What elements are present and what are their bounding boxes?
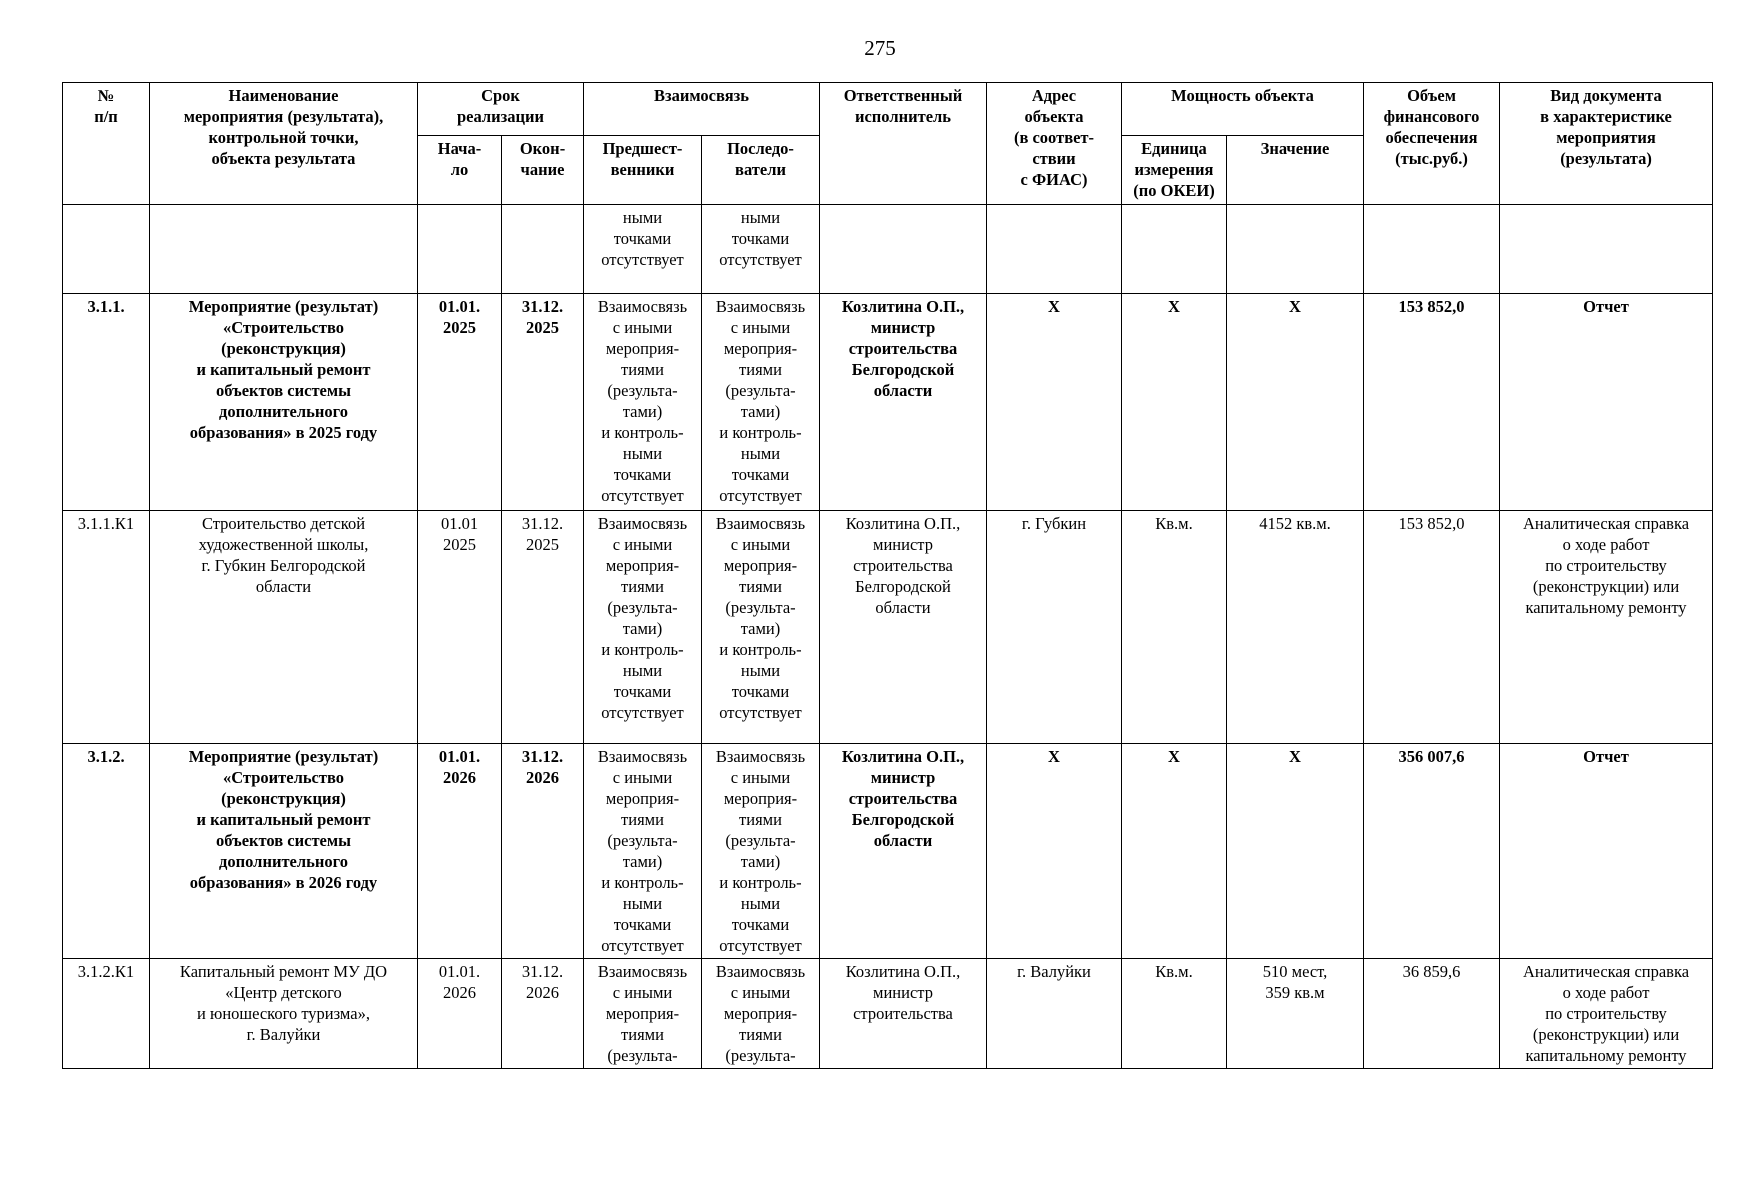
page-number: 275	[864, 36, 896, 60]
cell-num	[63, 205, 150, 294]
cell-responsible: Козлитина О.П., министр строительства Белгородской области	[820, 511, 987, 744]
cell-start: 01.01. 2026	[418, 959, 502, 1069]
results-table	[62, 82, 1713, 1069]
header-value: Значение	[1227, 136, 1364, 205]
cell-succ: Взаимосвязь с иными мероприя- тиями (результа- тами) и контроль- ными точками отсутствует	[702, 744, 820, 959]
table-row	[63, 511, 1713, 744]
header-capacity: Мощность объекта	[1122, 83, 1364, 136]
table-row	[63, 294, 1713, 511]
table-row	[63, 744, 1713, 959]
cell-start	[418, 205, 502, 294]
cell-pred: Взаимосвязь с иными мероприя- тиями (результа- тами) и контроль- ными точками отсутствует	[584, 294, 702, 511]
cell-value: 4152 кв.м.	[1227, 511, 1364, 744]
cell-address: г. Губкин	[987, 511, 1122, 744]
header-row-1	[63, 83, 1713, 136]
cell-pred: Взаимосвязь с иными мероприя- тиями (результа- тами) и контроль- ными точками отсутствует	[584, 511, 702, 744]
cell-succ: Взаимосвязь с иными мероприя- тиями (результа- тами) и контроль- ными точками отсутствует	[702, 294, 820, 511]
cell-value: 510 мест, 359 кв.м	[1227, 959, 1364, 1069]
header-finance: Объем финансового обеспечения (тыс.руб.)	[1364, 83, 1500, 205]
header-relation: Взаимосвязь	[584, 83, 820, 136]
cell-num: 3.1.2.	[63, 744, 150, 959]
cell-end	[502, 205, 584, 294]
header-unit: Единица измерения (по ОКЕИ)	[1122, 136, 1227, 205]
cell-unit: Кв.м.	[1122, 959, 1227, 1069]
cell-doc: Отчет	[1500, 744, 1713, 959]
cell-finance: 356 007,6	[1364, 744, 1500, 959]
cell-doc: Отчет	[1500, 294, 1713, 511]
cell-finance: 153 852,0	[1364, 294, 1500, 511]
table-row	[63, 959, 1713, 1069]
cell-unit: Х	[1122, 294, 1227, 511]
cell-name: Мероприятие (результат) «Строительство (реконструкция) и капитальный ремонт объектов системы дополнительного образования» в 2026 году	[150, 744, 418, 959]
header-responsible: Ответственный исполнитель	[820, 83, 987, 205]
header-pred: Предшест- венники	[584, 136, 702, 205]
cell-value: Х	[1227, 744, 1364, 959]
cell-responsible	[820, 205, 987, 294]
cell-end: 31.12. 2026	[502, 959, 584, 1069]
header-term: Срок реализации	[418, 83, 584, 136]
header-start: Нача- ло	[418, 136, 502, 205]
cell-name: Капитальный ремонт МУ ДО «Центр детского и юношеского туризма», г. Валуйки	[150, 959, 418, 1069]
cell-pred: Взаимосвязь с иными мероприя- тиями (результа-	[584, 959, 702, 1069]
header-address: Адрес объекта (в соответ- ствии с ФИАС)	[987, 83, 1122, 205]
cell-doc: Аналитическая справка о ходе работ по строительству (реконструкции) или капитальному ремонту	[1500, 511, 1713, 744]
cell-finance: 36 859,6	[1364, 959, 1500, 1069]
cell-succ: Взаимосвязь с иными мероприя- тиями (результа-	[702, 959, 820, 1069]
cell-address: Х	[987, 744, 1122, 959]
header-num: № п/п	[63, 83, 150, 205]
cell-finance	[1364, 205, 1500, 294]
cell-name	[150, 205, 418, 294]
header-doc: Вид документа в характеристике мероприятия (результата)	[1500, 83, 1713, 205]
header-name: Наименование мероприятия (результата), контрольной точки, объекта результата	[150, 83, 418, 205]
cell-end: 31.12. 2025	[502, 294, 584, 511]
cell-unit: Кв.м.	[1122, 511, 1227, 744]
cell-end: 31.12. 2025	[502, 511, 584, 744]
cell-doc: Аналитическая справка о ходе работ по строительству (реконструкции) или капитальному ремонту	[1500, 959, 1713, 1069]
cell-responsible: Козлитина О.П., министр строительства Белгородской области	[820, 294, 987, 511]
cell-succ: Взаимосвязь с иными мероприя- тиями (результа- тами) и контроль- ными точками отсутствует	[702, 511, 820, 744]
cell-name: Мероприятие (результат) «Строительство (реконструкция) и капитальный ремонт объектов системы дополнительного образования» в 2025 году	[150, 294, 418, 511]
cell-address	[987, 205, 1122, 294]
header-succ: Последо- ватели	[702, 136, 820, 205]
header-end: Окон- чание	[502, 136, 584, 205]
cell-pred: ными точками отсутствует	[584, 205, 702, 294]
cell-end: 31.12. 2026	[502, 744, 584, 959]
cell-responsible: Козлитина О.П., министр строительства	[820, 959, 987, 1069]
cell-doc	[1500, 205, 1713, 294]
cell-name: Строительство детской художественной школы, г. Губкин Белгородской области	[150, 511, 418, 744]
cell-value: Х	[1227, 294, 1364, 511]
cell-num: 3.1.2.К1	[63, 959, 150, 1069]
cell-num: 3.1.1.К1	[63, 511, 150, 744]
cell-address: г. Валуйки	[987, 959, 1122, 1069]
cell-pred: Взаимосвязь с иными мероприя- тиями (результа- тами) и контроль- ными точками отсутствует	[584, 744, 702, 959]
cell-address: Х	[987, 294, 1122, 511]
cell-start: 01.01. 2026	[418, 744, 502, 959]
cell-value	[1227, 205, 1364, 294]
cell-unit	[1122, 205, 1227, 294]
cell-succ: ными точками отсутствует	[702, 205, 820, 294]
cell-start: 01.01 2025	[418, 511, 502, 744]
cell-start: 01.01. 2025	[418, 294, 502, 511]
cell-unit: Х	[1122, 744, 1227, 959]
cell-num: 3.1.1.	[63, 294, 150, 511]
cell-finance: 153 852,0	[1364, 511, 1500, 744]
cell-responsible: Козлитина О.П., министр строительства Белгородской области	[820, 744, 987, 959]
table-row	[63, 205, 1713, 294]
